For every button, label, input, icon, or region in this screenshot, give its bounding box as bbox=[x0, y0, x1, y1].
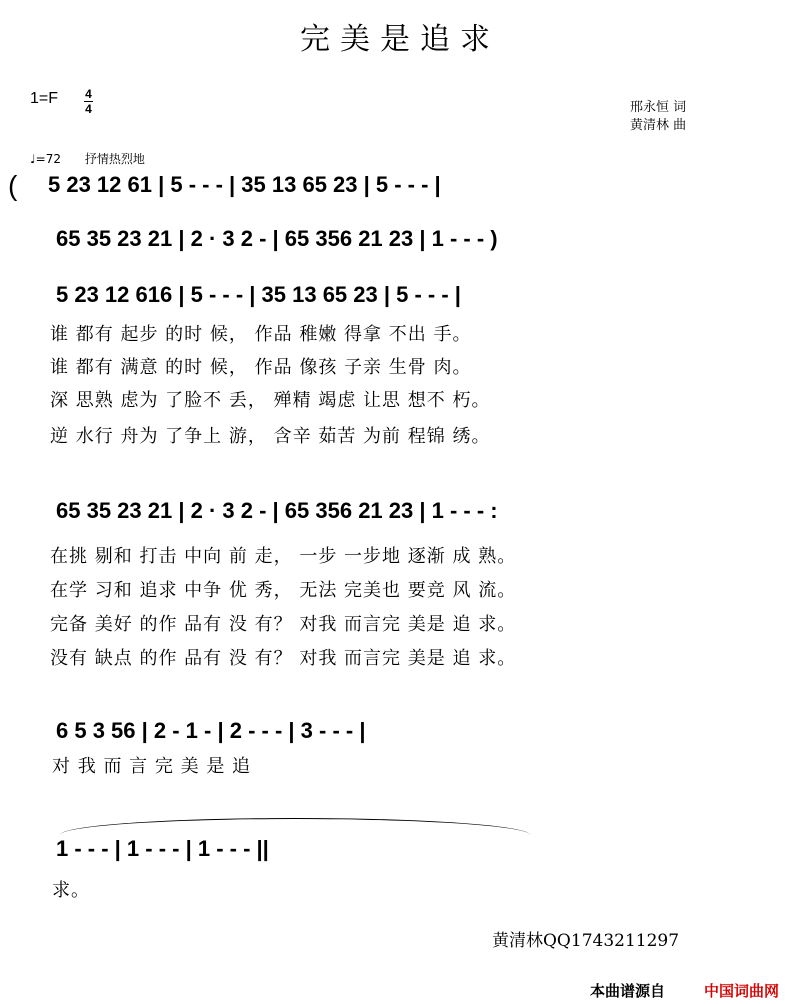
key-signature: 1=F bbox=[30, 90, 59, 107]
lyric-line: 谁 都有 起步 的时 候， 作品 稚嫩 得拿 不出 手。 bbox=[50, 324, 472, 345]
lyricist-credit: 邢永恒 词 bbox=[630, 100, 687, 115]
time-signature bbox=[84, 88, 93, 115]
repeat-open-paren: ( bbox=[8, 170, 18, 201]
site-name-link[interactable]: 中国词曲网 bbox=[704, 982, 780, 1000]
tempo-marking bbox=[30, 150, 145, 167]
composer-credit: 黄清林 曲 bbox=[630, 118, 687, 133]
notation-line-2: 65 35 23 21 | 2 · 3 2 - | 65 356 21 23 | 1 - - - ) bbox=[56, 226, 498, 251]
lyric-line: 深 思熟 虑为 了脸不 丢， 殚精 竭虑 让思 想不 朽。 bbox=[50, 390, 491, 411]
lyric-line: 逆 水行 舟为 了争上 游， 含辛 茹苦 为前 程锦 绣。 bbox=[50, 426, 491, 447]
lyric-line: 在学 习和 追求 中争 优 秀， 无法 完美也 要竞 风 流。 bbox=[50, 580, 517, 601]
lyrics-block-3: 对 我 而 言 完 美 是 追 bbox=[52, 756, 252, 777]
source-label: 本曲谱源自 bbox=[590, 982, 666, 1000]
notation-line-4: 65 35 23 21 | 2 · 3 2 - | 65 356 21 23 | 1 - - - : bbox=[56, 498, 498, 523]
notation-line-6: 1 - - - | 1 - - - | 1 - - - || bbox=[56, 836, 269, 861]
lyric-line: 完备 美好 的作 品有 没 有？ 对我 而言完 美是 追 求。 bbox=[50, 614, 517, 635]
lyric-line: 在挑 剔和 打击 中向 前 走， 一步 一步地 逐渐 成 熟。 bbox=[50, 546, 517, 567]
lyric-line: 谁 都有 满意 的时 候， 作品 像孩 子亲 生骨 肉。 bbox=[50, 357, 472, 378]
notation-line-3: 5 23 12 616 | 5 - - - | 35 13 65 23 | 5 - - - | bbox=[56, 282, 461, 307]
expression-text: 抒情热烈地 bbox=[84, 152, 145, 166]
qq-credit: 黄清林QQ1743211297 bbox=[492, 931, 680, 951]
time-bottom: 4 bbox=[85, 102, 92, 116]
lyrics-block-4: 求。 bbox=[52, 880, 90, 901]
tempo-value: ♩=72 bbox=[30, 152, 61, 166]
notation-line-5: 6 5 3 56 | 2 - 1 - | 2 - - - | 3 - - - | bbox=[56, 718, 366, 743]
notation-line-1: 5 23 12 61 | 5 - - - | 35 13 65 23 | 5 - - - | bbox=[48, 172, 441, 197]
lyric-line: 没有 缺点 的作 品有 没 有？ 对我 而言完 美是 追 求。 bbox=[50, 648, 517, 669]
time-top: 4 bbox=[85, 87, 92, 101]
song-title: 完美是追求 bbox=[300, 22, 500, 57]
tie-arc bbox=[60, 818, 530, 835]
